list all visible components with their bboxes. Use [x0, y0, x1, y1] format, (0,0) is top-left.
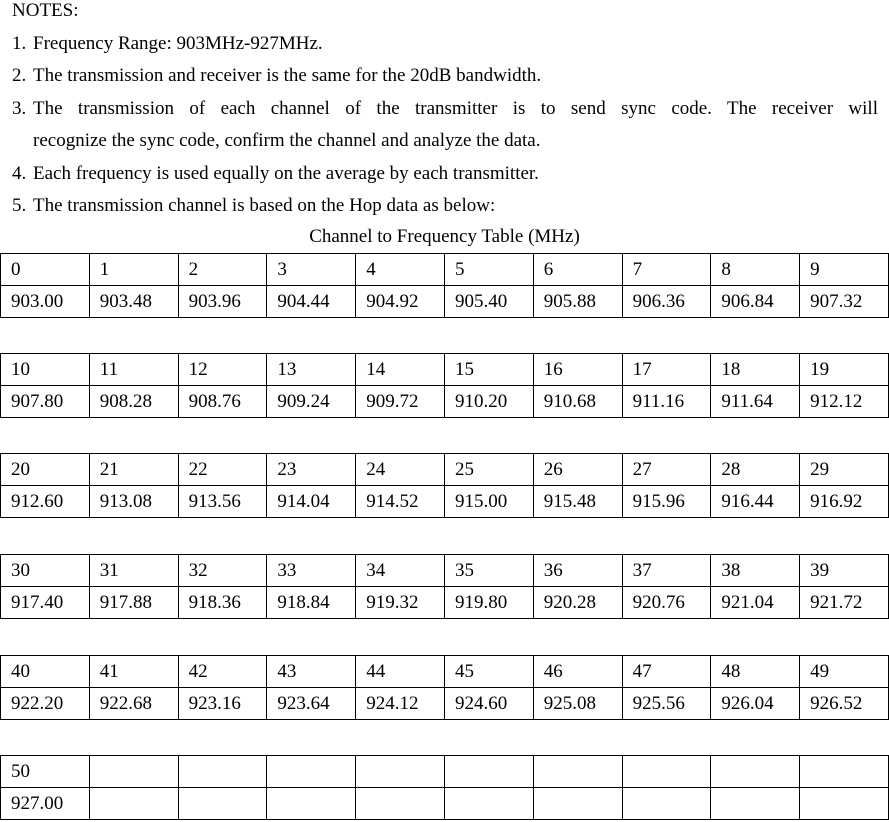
- note-item: [12, 65, 878, 98]
- channel-block: [0, 655, 889, 720]
- frequency-cell: 925.08: [533, 688, 622, 720]
- channel-cell: 22: [178, 454, 267, 486]
- table-caption: Channel to Frequency Table (MHz): [309, 226, 580, 247]
- channel-cell: [444, 756, 533, 788]
- frequency-cell: [711, 788, 800, 820]
- frequency-cell: 910.68: [533, 386, 622, 418]
- frequency-cell: 924.60: [444, 688, 533, 720]
- frequency-cell: [622, 788, 711, 820]
- frequency-cell: 926.52: [800, 688, 889, 720]
- channel-cell: 18: [711, 354, 800, 386]
- channel-cell: 47: [622, 656, 711, 688]
- channel-cell: 26: [533, 454, 622, 486]
- channel-cell: 31: [89, 555, 178, 587]
- channel-block: [0, 755, 889, 820]
- channel-cell: 21: [89, 454, 178, 486]
- channel-cell: [89, 756, 178, 788]
- channel-cell: 5: [444, 254, 533, 286]
- note-number: 5.: [12, 195, 27, 216]
- channel-cell: 17: [622, 354, 711, 386]
- channel-row: [1, 656, 889, 688]
- frequency-cell: 907.80: [1, 386, 90, 418]
- frequency-cell: 908.28: [89, 386, 178, 418]
- frequency-row: [1, 286, 889, 318]
- note-number: 4.: [12, 162, 27, 184]
- channel-cell: [533, 756, 622, 788]
- channel-cell: 16: [533, 354, 622, 386]
- channel-cell: 29: [800, 454, 889, 486]
- channel-cell: [711, 756, 800, 788]
- frequency-cell: 919.80: [444, 587, 533, 619]
- channel-cell: 10: [1, 354, 90, 386]
- channel-cell: 9: [800, 254, 889, 286]
- channel-cell: 48: [711, 656, 800, 688]
- note-item: [12, 195, 878, 228]
- frequency-cell: 920.28: [533, 587, 622, 619]
- note-item: [12, 33, 878, 66]
- channel-cell: 24: [356, 454, 445, 486]
- channel-cell: 4: [356, 254, 445, 286]
- frequency-row: [1, 486, 889, 518]
- frequency-cell: 924.12: [356, 688, 445, 720]
- frequency-cell: 917.88: [89, 587, 178, 619]
- frequency-cell: 921.72: [800, 587, 889, 619]
- channel-cell: [622, 756, 711, 788]
- channel-cell: 41: [89, 656, 178, 688]
- notes-heading: NOTES:: [12, 0, 79, 21]
- channel-cell: 8: [711, 254, 800, 286]
- channel-cell: 6: [533, 254, 622, 286]
- channel-cell: 33: [267, 555, 356, 587]
- channel-cell: 25: [444, 454, 533, 486]
- channel-row: [1, 354, 889, 386]
- frequency-cell: 917.40: [1, 587, 90, 619]
- frequency-cell: 918.84: [267, 587, 356, 619]
- channel-block: [0, 453, 889, 518]
- channel-cell: [267, 756, 356, 788]
- channel-cell: 36: [533, 555, 622, 587]
- frequency-cell: 906.36: [622, 286, 711, 318]
- frequency-row: [1, 386, 889, 418]
- frequency-cell: 926.04: [711, 688, 800, 720]
- frequency-cell: 921.04: [711, 587, 800, 619]
- channel-cell: 43: [267, 656, 356, 688]
- note-text: Frequency Range: 903MHz-927MHz.: [33, 32, 323, 54]
- frequency-cell: 914.04: [267, 486, 356, 518]
- channel-block: [0, 253, 889, 318]
- frequency-cell: 905.88: [533, 286, 622, 318]
- channel-cell: 3: [267, 254, 356, 286]
- channel-cell: 49: [800, 656, 889, 688]
- frequency-cell: [89, 788, 178, 820]
- frequency-cell: 916.44: [711, 486, 800, 518]
- channel-cell: 35: [444, 555, 533, 587]
- channel-cell: 19: [800, 354, 889, 386]
- frequency-cell: [444, 788, 533, 820]
- frequency-cell: 908.76: [178, 386, 267, 418]
- channel-cell: [178, 756, 267, 788]
- frequency-cell: 903.96: [178, 286, 267, 318]
- channel-cell: 12: [178, 354, 267, 386]
- frequency-cell: 915.00: [444, 486, 533, 518]
- frequency-cell: 907.32: [800, 286, 889, 318]
- frequency-cell: 911.16: [622, 386, 711, 418]
- note-item: [12, 163, 878, 196]
- note-text-continued: recognize the sync code, confirm the channel and analyze the data.: [33, 130, 541, 151]
- frequency-row: [1, 788, 889, 820]
- frequency-cell: 918.36: [178, 587, 267, 619]
- frequency-row: [1, 587, 889, 619]
- channel-cell: 2: [178, 254, 267, 286]
- frequency-cell: 910.20: [444, 386, 533, 418]
- channel-block: [0, 554, 889, 619]
- channel-cell: 50: [1, 756, 90, 788]
- channel-row: [1, 555, 889, 587]
- note-text: Each frequency is used equally on the average by each transmitter.: [33, 162, 539, 184]
- channel-cell: 44: [356, 656, 445, 688]
- frequency-cell: [178, 788, 267, 820]
- frequency-cell: 923.16: [178, 688, 267, 720]
- channel-cell: 45: [444, 656, 533, 688]
- channel-cell: 23: [267, 454, 356, 486]
- channel-cell: 1: [89, 254, 178, 286]
- note-item: [12, 98, 878, 131]
- frequency-cell: 915.96: [622, 486, 711, 518]
- frequency-cell: 913.56: [178, 486, 267, 518]
- channel-cell: 14: [356, 354, 445, 386]
- frequency-cell: 911.64: [711, 386, 800, 418]
- note-number: 3.: [12, 97, 27, 119]
- channel-cell: 15: [444, 354, 533, 386]
- channel-row: [1, 454, 889, 486]
- note-text: The transmission channel is based on the Hop data as below:: [33, 195, 496, 216]
- frequency-cell: 919.32: [356, 587, 445, 619]
- channel-cell: 42: [178, 656, 267, 688]
- channel-cell: 40: [1, 656, 90, 688]
- channel-row: [1, 756, 889, 788]
- frequency-cell: 922.20: [1, 688, 90, 720]
- frequency-cell: 904.44: [267, 286, 356, 318]
- frequency-cell: [267, 788, 356, 820]
- notes-section: [12, 0, 878, 228]
- frequency-cell: 913.08: [89, 486, 178, 518]
- channel-cell: 46: [533, 656, 622, 688]
- frequency-cell: 916.92: [800, 486, 889, 518]
- frequency-cell: 922.68: [89, 688, 178, 720]
- channel-block: [0, 353, 889, 418]
- channel-cell: 20: [1, 454, 90, 486]
- note-number: 2.: [12, 65, 27, 86]
- frequency-cell: 914.52: [356, 486, 445, 518]
- frequency-cell: 923.64: [267, 688, 356, 720]
- frequency-cell: [800, 788, 889, 820]
- channel-row: [1, 254, 889, 286]
- channel-cell: 0: [1, 254, 90, 286]
- note-number: 1.: [12, 32, 27, 54]
- frequency-row: [1, 688, 889, 720]
- frequency-cell: 920.76: [622, 587, 711, 619]
- channel-cell: 7: [622, 254, 711, 286]
- frequency-cell: 909.24: [267, 386, 356, 418]
- frequency-cell: 909.72: [356, 386, 445, 418]
- channel-cell: 34: [356, 555, 445, 587]
- channel-cell: 27: [622, 454, 711, 486]
- channel-cell: 32: [178, 555, 267, 587]
- channel-cell: 11: [89, 354, 178, 386]
- channel-cell: 39: [800, 555, 889, 587]
- channel-cell: 28: [711, 454, 800, 486]
- channel-cell: [800, 756, 889, 788]
- frequency-cell: 915.48: [533, 486, 622, 518]
- frequency-cell: 904.92: [356, 286, 445, 318]
- frequency-cell: [356, 788, 445, 820]
- channel-cell: 13: [267, 354, 356, 386]
- frequency-cell: 912.60: [1, 486, 90, 518]
- frequency-cell: 912.12: [800, 386, 889, 418]
- note-text: The transmission and receiver is the same for the 20dB bandwidth.: [33, 65, 542, 86]
- channel-cell: 38: [711, 555, 800, 587]
- note-text: The transmission of each channel of the transmitter is to send sync code. The receiver will: [33, 97, 878, 119]
- frequency-cell: 903.48: [89, 286, 178, 318]
- frequency-cell: 927.00: [1, 788, 90, 820]
- frequency-cell: 903.00: [1, 286, 90, 318]
- channel-cell: 30: [1, 555, 90, 587]
- channel-cell: 37: [622, 555, 711, 587]
- channel-cell: [356, 756, 445, 788]
- frequency-cell: 906.84: [711, 286, 800, 318]
- frequency-cell: 925.56: [622, 688, 711, 720]
- frequency-cell: [533, 788, 622, 820]
- frequency-cell: 905.40: [444, 286, 533, 318]
